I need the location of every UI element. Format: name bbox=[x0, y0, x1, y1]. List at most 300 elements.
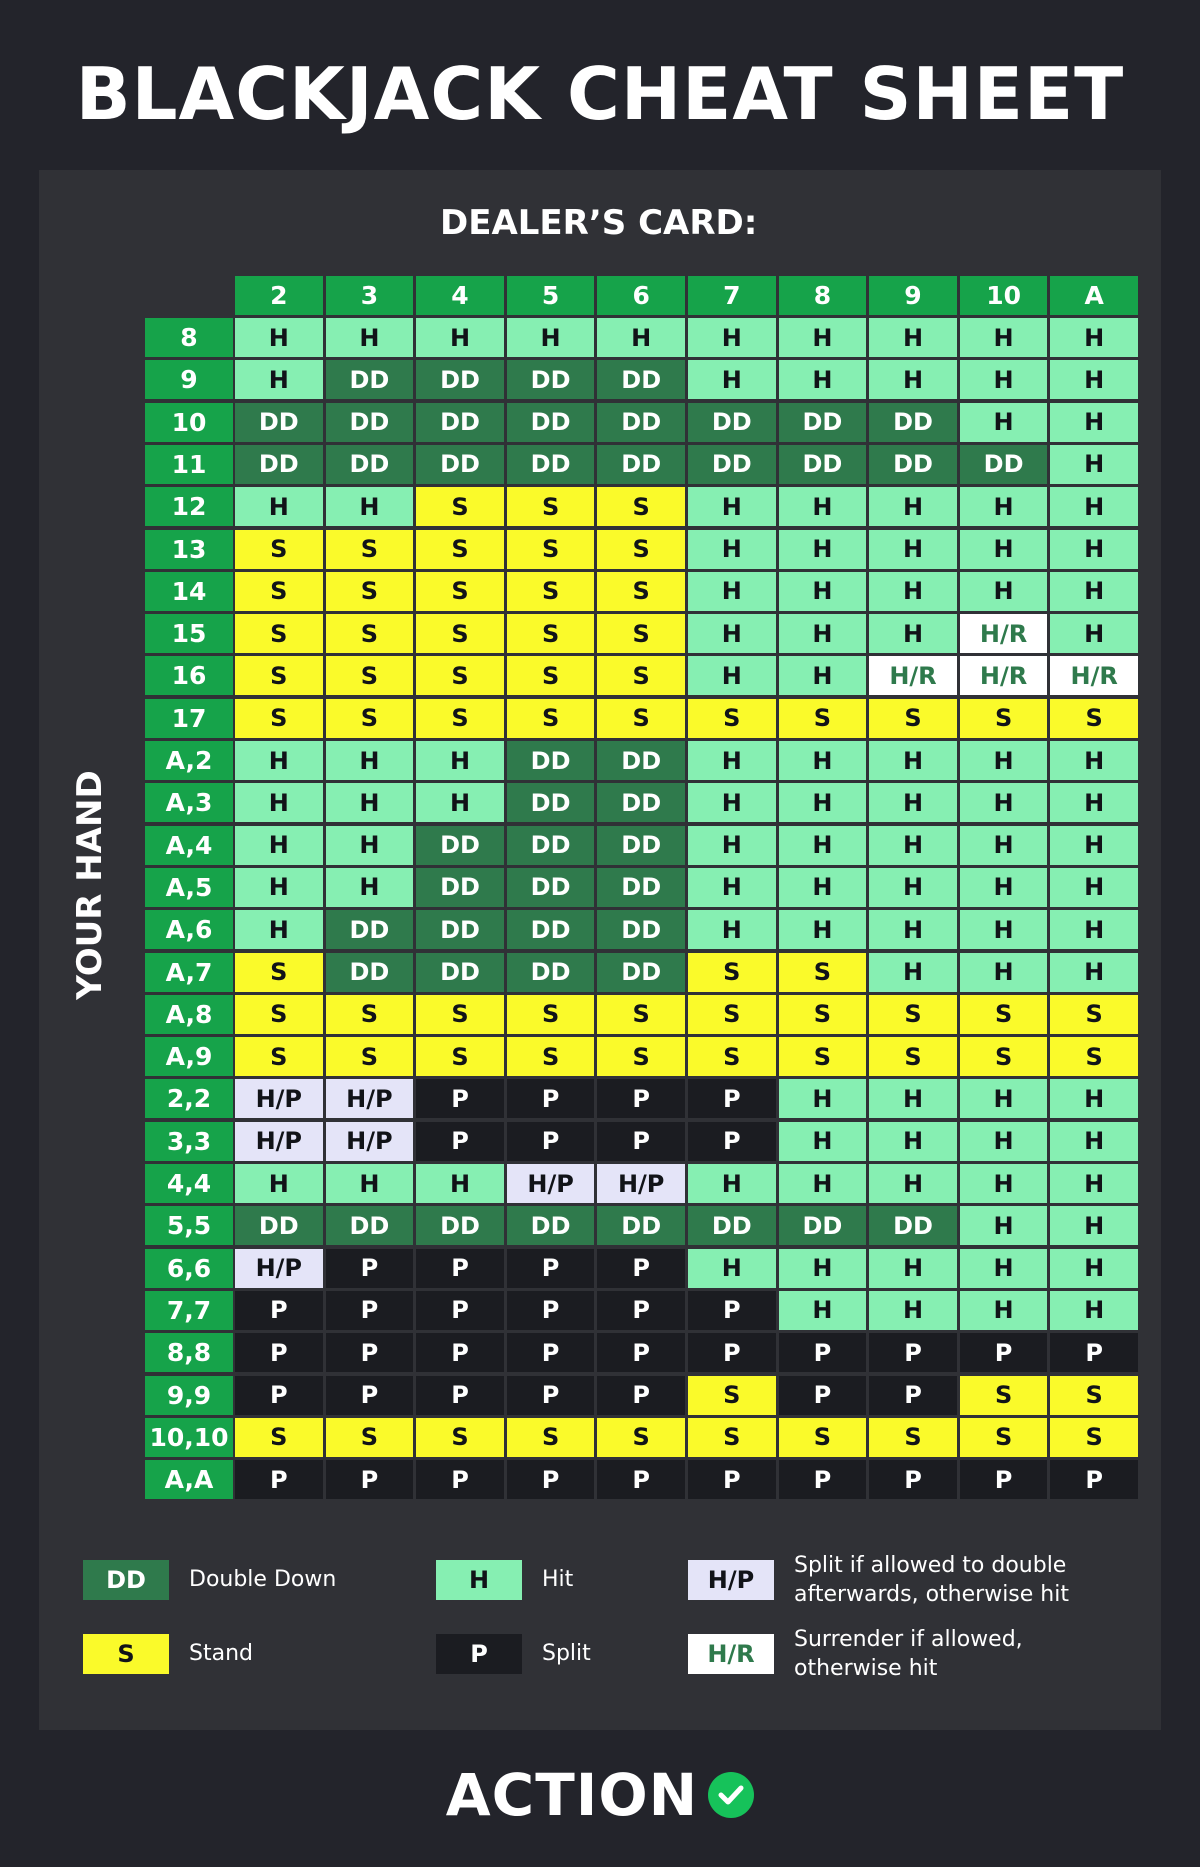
strategy-cell: H bbox=[1050, 614, 1138, 653]
strategy-cell: H bbox=[688, 868, 776, 907]
strategy-cell: H bbox=[779, 1249, 867, 1288]
strategy-cell: H bbox=[326, 318, 414, 357]
strategy-cell: P bbox=[416, 1376, 504, 1415]
strategy-cell: H bbox=[779, 868, 867, 907]
strategy-cell: H bbox=[1050, 1122, 1138, 1161]
strategy-cell: S bbox=[416, 572, 504, 611]
strategy-cell: P bbox=[235, 1376, 323, 1415]
strategy-cell: H bbox=[1050, 445, 1138, 484]
strategy-cell: S bbox=[1050, 995, 1138, 1034]
dealer-card-header: 9 bbox=[869, 276, 957, 315]
brand-name: ACTION bbox=[445, 1761, 699, 1829]
strategy-cell: S bbox=[416, 614, 504, 653]
strategy-cell: H bbox=[688, 656, 776, 695]
strategy-cell: DD bbox=[688, 445, 776, 484]
strategy-cell: P bbox=[1050, 1333, 1138, 1372]
strategy-cell: H bbox=[326, 868, 414, 907]
strategy-cell: H bbox=[779, 741, 867, 780]
strategy-cell: H bbox=[235, 487, 323, 526]
dealer-card-label: DEALER’S CARD: bbox=[440, 203, 758, 243]
strategy-cell: S bbox=[416, 1037, 504, 1076]
strategy-cell: S bbox=[1050, 1376, 1138, 1415]
strategy-cell: S bbox=[507, 995, 595, 1034]
hand-row-label: 11 bbox=[145, 445, 233, 484]
strategy-cell: DD bbox=[326, 910, 414, 949]
strategy-cell: P bbox=[326, 1376, 414, 1415]
strategy-cell: S bbox=[688, 1037, 776, 1076]
dealer-card-header: A bbox=[1050, 276, 1138, 315]
legend-label: Hit bbox=[542, 1567, 574, 1592]
strategy-cell: P bbox=[235, 1460, 323, 1499]
strategy-cell: H bbox=[1050, 826, 1138, 865]
strategy-cell: H bbox=[688, 826, 776, 865]
legend-label: Surrender if allowed, otherwise hit bbox=[794, 1627, 1023, 1681]
strategy-cell: H bbox=[960, 1164, 1048, 1203]
strategy-cell: P bbox=[416, 1249, 504, 1288]
strategy-cell: H bbox=[960, 868, 1048, 907]
hand-row-label: A,A bbox=[145, 1460, 233, 1499]
strategy-cell: H bbox=[688, 360, 776, 399]
strategy-cell: H bbox=[688, 910, 776, 949]
strategy-cell: P bbox=[507, 1333, 595, 1372]
strategy-cell: DD bbox=[779, 403, 867, 442]
strategy-cell: S bbox=[869, 1037, 957, 1076]
strategy-cell: S bbox=[326, 1037, 414, 1076]
strategy-cell: DD bbox=[779, 445, 867, 484]
strategy-cell: P bbox=[597, 1460, 685, 1499]
strategy-cell: S bbox=[869, 995, 957, 1034]
strategy-cell: H bbox=[688, 487, 776, 526]
strategy-cell: H bbox=[779, 1291, 867, 1330]
hand-row-label: 10,10 bbox=[145, 1418, 233, 1457]
legend-item bbox=[688, 1627, 1118, 1681]
strategy-cell: P bbox=[326, 1333, 414, 1372]
strategy-cell: S bbox=[1050, 1037, 1138, 1076]
strategy-cell: DD bbox=[779, 1206, 867, 1245]
hand-row-label: A,7 bbox=[145, 953, 233, 992]
strategy-cell: P bbox=[416, 1122, 504, 1161]
strategy-cell: P bbox=[688, 1079, 776, 1118]
strategy-cell: S bbox=[507, 487, 595, 526]
strategy-cell: H bbox=[1050, 403, 1138, 442]
strategy-cell: DD bbox=[597, 1206, 685, 1245]
legend-item bbox=[688, 1553, 1118, 1607]
strategy-cell: S bbox=[688, 1418, 776, 1457]
strategy-cell: H/P bbox=[326, 1122, 414, 1161]
strategy-cell: H bbox=[779, 487, 867, 526]
strategy-cell: P bbox=[416, 1291, 504, 1330]
dealer-card-header: 7 bbox=[688, 276, 776, 315]
hand-row-label: 14 bbox=[145, 572, 233, 611]
strategy-cell: S bbox=[507, 1037, 595, 1076]
strategy-cell: DD bbox=[416, 445, 504, 484]
strategy-cell: DD bbox=[326, 403, 414, 442]
strategy-cell: DD bbox=[597, 445, 685, 484]
strategy-cell: P bbox=[869, 1333, 957, 1372]
strategy-cell: H bbox=[688, 783, 776, 822]
strategy-cell: P bbox=[597, 1333, 685, 1372]
strategy-cell: H bbox=[597, 318, 685, 357]
strategy-cell: H bbox=[869, 360, 957, 399]
strategy-cell: H bbox=[416, 741, 504, 780]
strategy-cell: H bbox=[869, 783, 957, 822]
strategy-cell: S bbox=[416, 530, 504, 569]
legend-label: Double Down bbox=[189, 1567, 337, 1592]
strategy-cell: H bbox=[869, 572, 957, 611]
your-hand-label: YOUR HAND bbox=[70, 770, 110, 1000]
strategy-cell: H bbox=[235, 1164, 323, 1203]
strategy-cell: P bbox=[507, 1079, 595, 1118]
strategy-cell: P bbox=[507, 1376, 595, 1415]
strategy-cell: DD bbox=[597, 783, 685, 822]
strategy-cell: H bbox=[326, 826, 414, 865]
strategy-cell: H bbox=[326, 783, 414, 822]
legend-swatch: P bbox=[436, 1634, 522, 1674]
strategy-cell: S bbox=[779, 953, 867, 992]
strategy-cell: S bbox=[779, 995, 867, 1034]
hand-row-label: 2,2 bbox=[145, 1079, 233, 1118]
strategy-cell: H/P bbox=[235, 1122, 323, 1161]
strategy-cell: H bbox=[416, 783, 504, 822]
strategy-cell: DD bbox=[507, 403, 595, 442]
strategy-cell: P bbox=[326, 1249, 414, 1288]
strategy-cell: P bbox=[416, 1079, 504, 1118]
strategy-cell: S bbox=[960, 1418, 1048, 1457]
strategy-cell: DD bbox=[416, 360, 504, 399]
strategy-cell: H bbox=[1050, 741, 1138, 780]
strategy-cell: S bbox=[326, 1418, 414, 1457]
strategy-cell: H bbox=[779, 826, 867, 865]
legend-swatch: H bbox=[436, 1560, 522, 1600]
strategy-cell: P bbox=[869, 1376, 957, 1415]
strategy-cell: H bbox=[960, 1249, 1048, 1288]
strategy-cell: DD bbox=[597, 953, 685, 992]
strategy-cell: H bbox=[869, 614, 957, 653]
strategy-cell: S bbox=[507, 572, 595, 611]
strategy-cell: S bbox=[597, 1418, 685, 1457]
hand-row-label: 4,4 bbox=[145, 1164, 233, 1203]
strategy-cell: DD bbox=[326, 1206, 414, 1245]
legend-swatch: H/R bbox=[688, 1634, 774, 1674]
strategy-cell: H bbox=[235, 783, 323, 822]
strategy-cell: S bbox=[688, 995, 776, 1034]
strategy-cell: DD bbox=[235, 445, 323, 484]
strategy-cell: P bbox=[869, 1460, 957, 1499]
strategy-cell: DD bbox=[235, 403, 323, 442]
strategy-cell: S bbox=[235, 614, 323, 653]
strategy-cell: H bbox=[960, 403, 1048, 442]
hand-row-label: 3,3 bbox=[145, 1122, 233, 1161]
strategy-cell: P bbox=[597, 1376, 685, 1415]
strategy-cell: S bbox=[416, 1418, 504, 1457]
strategy-cell: H bbox=[1050, 910, 1138, 949]
strategy-cell: P bbox=[416, 1460, 504, 1499]
strategy-cell: P bbox=[688, 1333, 776, 1372]
strategy-cell: P bbox=[688, 1122, 776, 1161]
strategy-cell: H bbox=[235, 910, 323, 949]
strategy-cell: H bbox=[869, 868, 957, 907]
strategy-cell: H bbox=[1050, 953, 1138, 992]
strategy-cell: P bbox=[779, 1460, 867, 1499]
strategy-cell: S bbox=[597, 699, 685, 738]
strategy-cell: DD bbox=[597, 741, 685, 780]
brand-logo bbox=[0, 1755, 1200, 1835]
hand-row-label: 16 bbox=[145, 656, 233, 695]
dealer-card-header: 4 bbox=[416, 276, 504, 315]
strategy-cell: H bbox=[235, 318, 323, 357]
strategy-cell: P bbox=[507, 1122, 595, 1161]
strategy-cell: H bbox=[1050, 530, 1138, 569]
strategy-cell: P bbox=[416, 1333, 504, 1372]
page-title: BLACKJACK CHEAT SHEET bbox=[75, 52, 1125, 136]
strategy-cell: DD bbox=[597, 360, 685, 399]
strategy-cell: H bbox=[688, 572, 776, 611]
strategy-cell: S bbox=[1050, 699, 1138, 738]
strategy-cell: S bbox=[235, 1418, 323, 1457]
strategy-cell: S bbox=[326, 656, 414, 695]
strategy-cell: H bbox=[326, 741, 414, 780]
hand-row-label: A,4 bbox=[145, 826, 233, 865]
dealer-card-header: 6 bbox=[597, 276, 685, 315]
strategy-cell: H bbox=[960, 1291, 1048, 1330]
strategy-cell: H bbox=[779, 360, 867, 399]
strategy-cell: DD bbox=[869, 1206, 957, 1245]
strategy-cell: H bbox=[688, 530, 776, 569]
strategy-cell: H bbox=[688, 318, 776, 357]
strategy-cell: DD bbox=[416, 1206, 504, 1245]
strategy-cell: P bbox=[960, 1460, 1048, 1499]
strategy-cell: P bbox=[688, 1291, 776, 1330]
strategy-cell: S bbox=[869, 699, 957, 738]
strategy-cell: H bbox=[1050, 868, 1138, 907]
legend-label: Stand bbox=[189, 1641, 253, 1666]
strategy-cell: S bbox=[779, 1418, 867, 1457]
strategy-cell: DD bbox=[326, 360, 414, 399]
check-circle-icon bbox=[708, 1772, 754, 1818]
strategy-cell: H bbox=[960, 487, 1048, 526]
legend-swatch: H/P bbox=[688, 1560, 774, 1600]
strategy-cell: P bbox=[507, 1291, 595, 1330]
strategy-cell: DD bbox=[597, 826, 685, 865]
strategy-cell: DD bbox=[597, 910, 685, 949]
legend-item bbox=[83, 1634, 413, 1674]
strategy-cell: P bbox=[326, 1291, 414, 1330]
strategy-cell: P bbox=[597, 1122, 685, 1161]
strategy-cell: H bbox=[326, 1164, 414, 1203]
strategy-cell: H bbox=[960, 1122, 1048, 1161]
strategy-cell: DD bbox=[507, 910, 595, 949]
hand-row-label: A,8 bbox=[145, 995, 233, 1034]
hand-row-label: 17 bbox=[145, 699, 233, 738]
strategy-cell: H/R bbox=[869, 656, 957, 695]
strategy-cell: S bbox=[688, 953, 776, 992]
strategy-cell: H bbox=[869, 530, 957, 569]
strategy-cell: H bbox=[960, 1079, 1048, 1118]
strategy-cell: S bbox=[779, 699, 867, 738]
strategy-cell: H bbox=[688, 614, 776, 653]
strategy-cell: H bbox=[779, 572, 867, 611]
strategy-cell: P bbox=[779, 1333, 867, 1372]
strategy-cell: H/P bbox=[235, 1249, 323, 1288]
strategy-cell: P bbox=[235, 1291, 323, 1330]
strategy-cell: H bbox=[960, 318, 1048, 357]
strategy-cell: H bbox=[779, 656, 867, 695]
strategy-cell: S bbox=[235, 1037, 323, 1076]
strategy-cell: S bbox=[960, 1037, 1048, 1076]
strategy-cell: H bbox=[688, 1164, 776, 1203]
strategy-cell: DD bbox=[688, 1206, 776, 1245]
strategy-cell: DD bbox=[326, 445, 414, 484]
strategy-cell: H bbox=[1050, 318, 1138, 357]
legend-swatch: S bbox=[83, 1634, 169, 1674]
hand-row-label: A,2 bbox=[145, 741, 233, 780]
strategy-cell: H bbox=[1050, 1079, 1138, 1118]
strategy-cell: DD bbox=[869, 445, 957, 484]
strategy-cell: H bbox=[960, 910, 1048, 949]
strategy-cell: S bbox=[779, 1037, 867, 1076]
strategy-cell: H bbox=[1050, 783, 1138, 822]
legend-label: Split if allowed to double afterwards, otherwise hit bbox=[794, 1553, 1069, 1607]
strategy-cell: H/P bbox=[597, 1164, 685, 1203]
strategy-cell: H bbox=[507, 318, 595, 357]
strategy-cell: S bbox=[507, 530, 595, 569]
hand-row-label: 10 bbox=[145, 403, 233, 442]
strategy-cell: P bbox=[597, 1079, 685, 1118]
strategy-cell: H bbox=[869, 1249, 957, 1288]
strategy-cell: P bbox=[779, 1376, 867, 1415]
strategy-cell: DD bbox=[507, 826, 595, 865]
strategy-cell: H bbox=[416, 318, 504, 357]
hand-row-label: 6,6 bbox=[145, 1249, 233, 1288]
strategy-cell: H bbox=[779, 614, 867, 653]
strategy-cell: H bbox=[960, 530, 1048, 569]
strategy-cell: DD bbox=[416, 403, 504, 442]
strategy-cell: DD bbox=[416, 953, 504, 992]
strategy-cell: H bbox=[779, 318, 867, 357]
strategy-cell: P bbox=[688, 1460, 776, 1499]
strategy-cell: S bbox=[688, 1376, 776, 1415]
hand-row-label: 7,7 bbox=[145, 1291, 233, 1330]
strategy-cell: DD bbox=[507, 868, 595, 907]
strategy-cell: S bbox=[960, 699, 1048, 738]
hand-row-label: 15 bbox=[145, 614, 233, 653]
strategy-cell: H/R bbox=[960, 656, 1048, 695]
legend-item bbox=[83, 1560, 413, 1600]
strategy-cell: S bbox=[416, 656, 504, 695]
strategy-cell: S bbox=[235, 699, 323, 738]
strategy-cell: P bbox=[507, 1249, 595, 1288]
strategy-cell: DD bbox=[869, 403, 957, 442]
hand-row-label: 8,8 bbox=[145, 1333, 233, 1372]
strategy-cell: H bbox=[235, 741, 323, 780]
strategy-cell: S bbox=[235, 995, 323, 1034]
hand-row-label: A,3 bbox=[145, 783, 233, 822]
hand-row-label: 5,5 bbox=[145, 1206, 233, 1245]
strategy-cell: H bbox=[779, 1164, 867, 1203]
strategy-cell: H/P bbox=[507, 1164, 595, 1203]
strategy-cell: S bbox=[597, 614, 685, 653]
strategy-cell: H bbox=[1050, 572, 1138, 611]
strategy-cell: DD bbox=[688, 403, 776, 442]
strategy-cell: P bbox=[507, 1460, 595, 1499]
strategy-cell: H bbox=[960, 826, 1048, 865]
strategy-cell: S bbox=[507, 614, 595, 653]
strategy-cell: P bbox=[960, 1333, 1048, 1372]
hand-row-label: 8 bbox=[145, 318, 233, 357]
dealer-card-header: 3 bbox=[326, 276, 414, 315]
strategy-cell: H bbox=[779, 783, 867, 822]
strategy-cell: DD bbox=[507, 1206, 595, 1245]
strategy-cell: S bbox=[416, 995, 504, 1034]
strategy-cell: P bbox=[597, 1291, 685, 1330]
strategy-cell: H bbox=[869, 318, 957, 357]
strategy-cell: H bbox=[869, 1164, 957, 1203]
hand-row-label: A,5 bbox=[145, 868, 233, 907]
strategy-cell: P bbox=[597, 1249, 685, 1288]
strategy-cell: S bbox=[416, 699, 504, 738]
strategy-cell: H bbox=[960, 572, 1048, 611]
strategy-cell: S bbox=[597, 656, 685, 695]
strategy-cell: DD bbox=[235, 1206, 323, 1245]
strategy-cell: S bbox=[960, 995, 1048, 1034]
strategy-cell: H bbox=[1050, 360, 1138, 399]
strategy-cell: DD bbox=[507, 360, 595, 399]
hand-row-label: A,6 bbox=[145, 910, 233, 949]
strategy-cell: H bbox=[779, 530, 867, 569]
legend-label: Split bbox=[542, 1641, 591, 1666]
strategy-cell: DD bbox=[416, 826, 504, 865]
strategy-cell: H bbox=[869, 741, 957, 780]
strategy-cell: P bbox=[1050, 1460, 1138, 1499]
strategy-cell: H bbox=[326, 487, 414, 526]
strategy-cell: H bbox=[779, 1122, 867, 1161]
strategy-cell: H bbox=[960, 953, 1048, 992]
strategy-cell: S bbox=[326, 614, 414, 653]
strategy-cell: H/R bbox=[960, 614, 1048, 653]
dealer-card-header: 5 bbox=[507, 276, 595, 315]
strategy-cell: DD bbox=[507, 445, 595, 484]
strategy-cell: DD bbox=[416, 868, 504, 907]
strategy-cell: H bbox=[779, 1079, 867, 1118]
strategy-cell: H bbox=[235, 868, 323, 907]
hand-row-label: 13 bbox=[145, 530, 233, 569]
hand-row-label: A,9 bbox=[145, 1037, 233, 1076]
strategy-cell: H bbox=[1050, 487, 1138, 526]
strategy-cell: S bbox=[235, 656, 323, 695]
strategy-cell: DD bbox=[507, 741, 595, 780]
strategy-cell: S bbox=[235, 953, 323, 992]
strategy-cell: DD bbox=[507, 953, 595, 992]
strategy-cell: H bbox=[960, 741, 1048, 780]
strategy-cell: H bbox=[1050, 1164, 1138, 1203]
strategy-cell: H bbox=[960, 360, 1048, 399]
strategy-cell: S bbox=[416, 487, 504, 526]
strategy-cell: H bbox=[688, 741, 776, 780]
hand-row-label: 9 bbox=[145, 360, 233, 399]
strategy-cell: DD bbox=[597, 868, 685, 907]
strategy-cell: S bbox=[597, 995, 685, 1034]
strategy-cell: S bbox=[507, 656, 595, 695]
strategy-cell: H bbox=[1050, 1249, 1138, 1288]
strategy-cell: S bbox=[507, 699, 595, 738]
strategy-cell: H/R bbox=[1050, 656, 1138, 695]
hand-row-label: 9,9 bbox=[145, 1376, 233, 1415]
strategy-cell: S bbox=[326, 572, 414, 611]
strategy-cell: H bbox=[869, 1079, 957, 1118]
strategy-cell: DD bbox=[416, 910, 504, 949]
legend-swatch: DD bbox=[83, 1560, 169, 1600]
strategy-cell: DD bbox=[326, 953, 414, 992]
